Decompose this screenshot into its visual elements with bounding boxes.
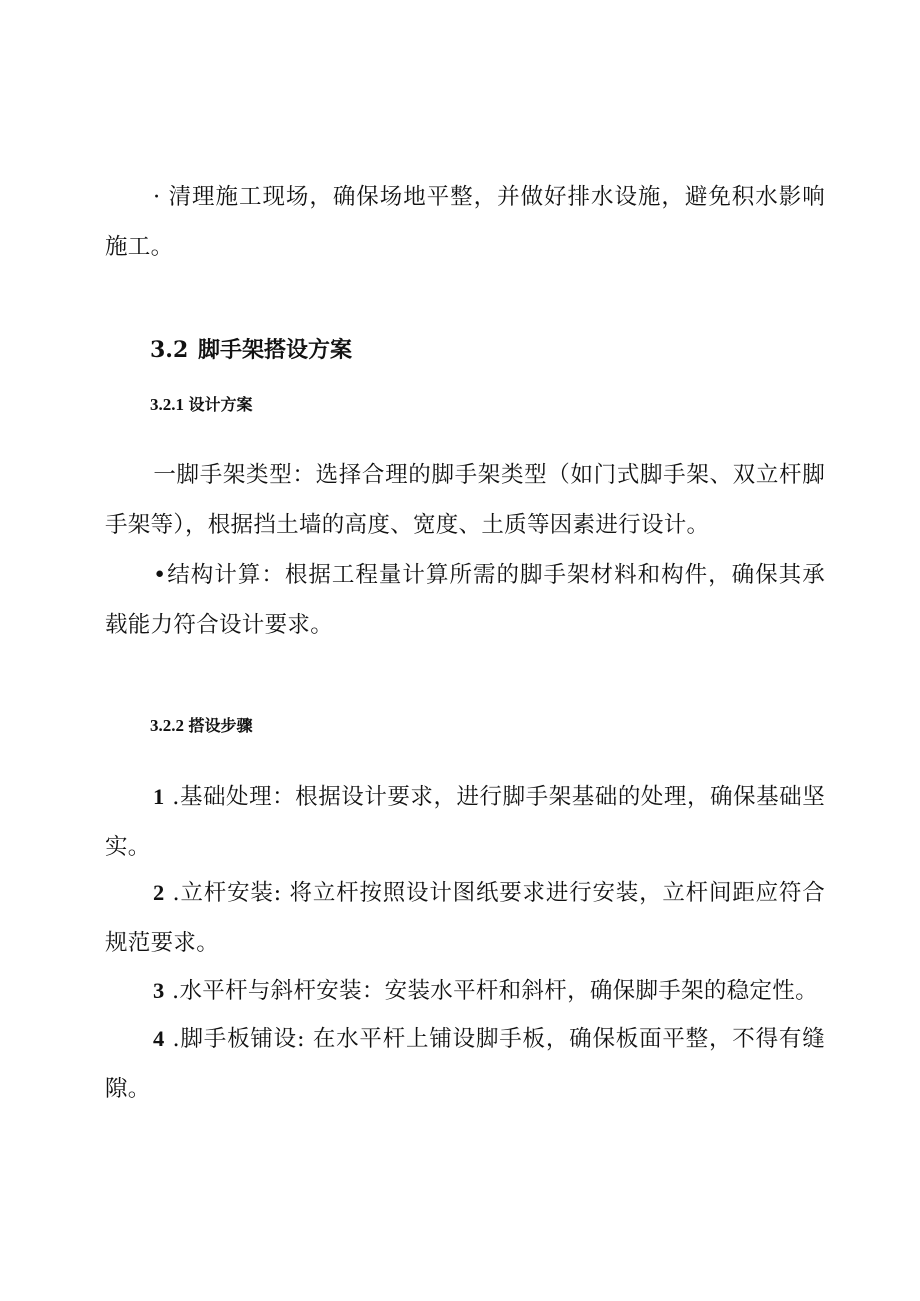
step-number: 1 bbox=[153, 784, 165, 809]
step-1-paragraph bbox=[105, 772, 825, 872]
subsection-number: 3.2.1 bbox=[150, 395, 184, 414]
subsection-title: 设计方案 bbox=[188, 397, 253, 414]
subsection-number: 3.2.2 bbox=[150, 716, 184, 735]
step-4-paragraph bbox=[105, 1014, 825, 1114]
step-2-paragraph bbox=[105, 868, 825, 968]
step-number: 3 bbox=[153, 978, 165, 1003]
step-number: 2 bbox=[153, 880, 165, 905]
step-3-paragraph bbox=[105, 966, 825, 1016]
step-text: .脚手板铺设: 在水平杆上铺设脚手板，确保板面平整，不得有缝隙。 bbox=[105, 1026, 825, 1102]
section-number: 3.2 bbox=[150, 337, 189, 363]
section-heading-3-2 bbox=[150, 328, 352, 372]
prep-bullet-paragraph bbox=[105, 172, 825, 272]
design-item-text: 一脚手架类型：选择合理的脚手架类型（如门式脚手架、双立杆脚手架等），根据挡土墙的高度、宽度、土质等因素进行设计。 bbox=[105, 462, 825, 538]
step-number: 4 bbox=[153, 1026, 165, 1051]
section-title: 脚手架搭设方案 bbox=[198, 337, 353, 363]
step-text: .立杆安装: 将立杆按照设计图纸要求进行安装，立杆间距应符合规范要求。 bbox=[105, 880, 825, 956]
design-item-text: •结构计算：根据工程量计算所需的脚手架材料和构件，确保其承载能力符合设计要求。 bbox=[105, 562, 825, 638]
design-item-structure-calc bbox=[105, 550, 825, 650]
step-text: .水平杆与斜杆安装：安装水平杆和斜杆，确保脚手架的稳定性。 bbox=[164, 978, 818, 1004]
prep-bullet-text: · 清理施工现场，确保场地平整，并做好排水设施，避免积水影响施工。 bbox=[105, 184, 825, 260]
design-item-scaffold-type bbox=[105, 450, 825, 550]
step-text: .基础处理：根据设计要求，进行脚手架基础的处理，确保基础坚实。 bbox=[105, 784, 825, 860]
subsection-heading-3-2-2 bbox=[150, 711, 252, 742]
subsection-title: 搭设步骤 bbox=[188, 718, 253, 735]
subsection-heading-3-2-1 bbox=[150, 390, 252, 421]
